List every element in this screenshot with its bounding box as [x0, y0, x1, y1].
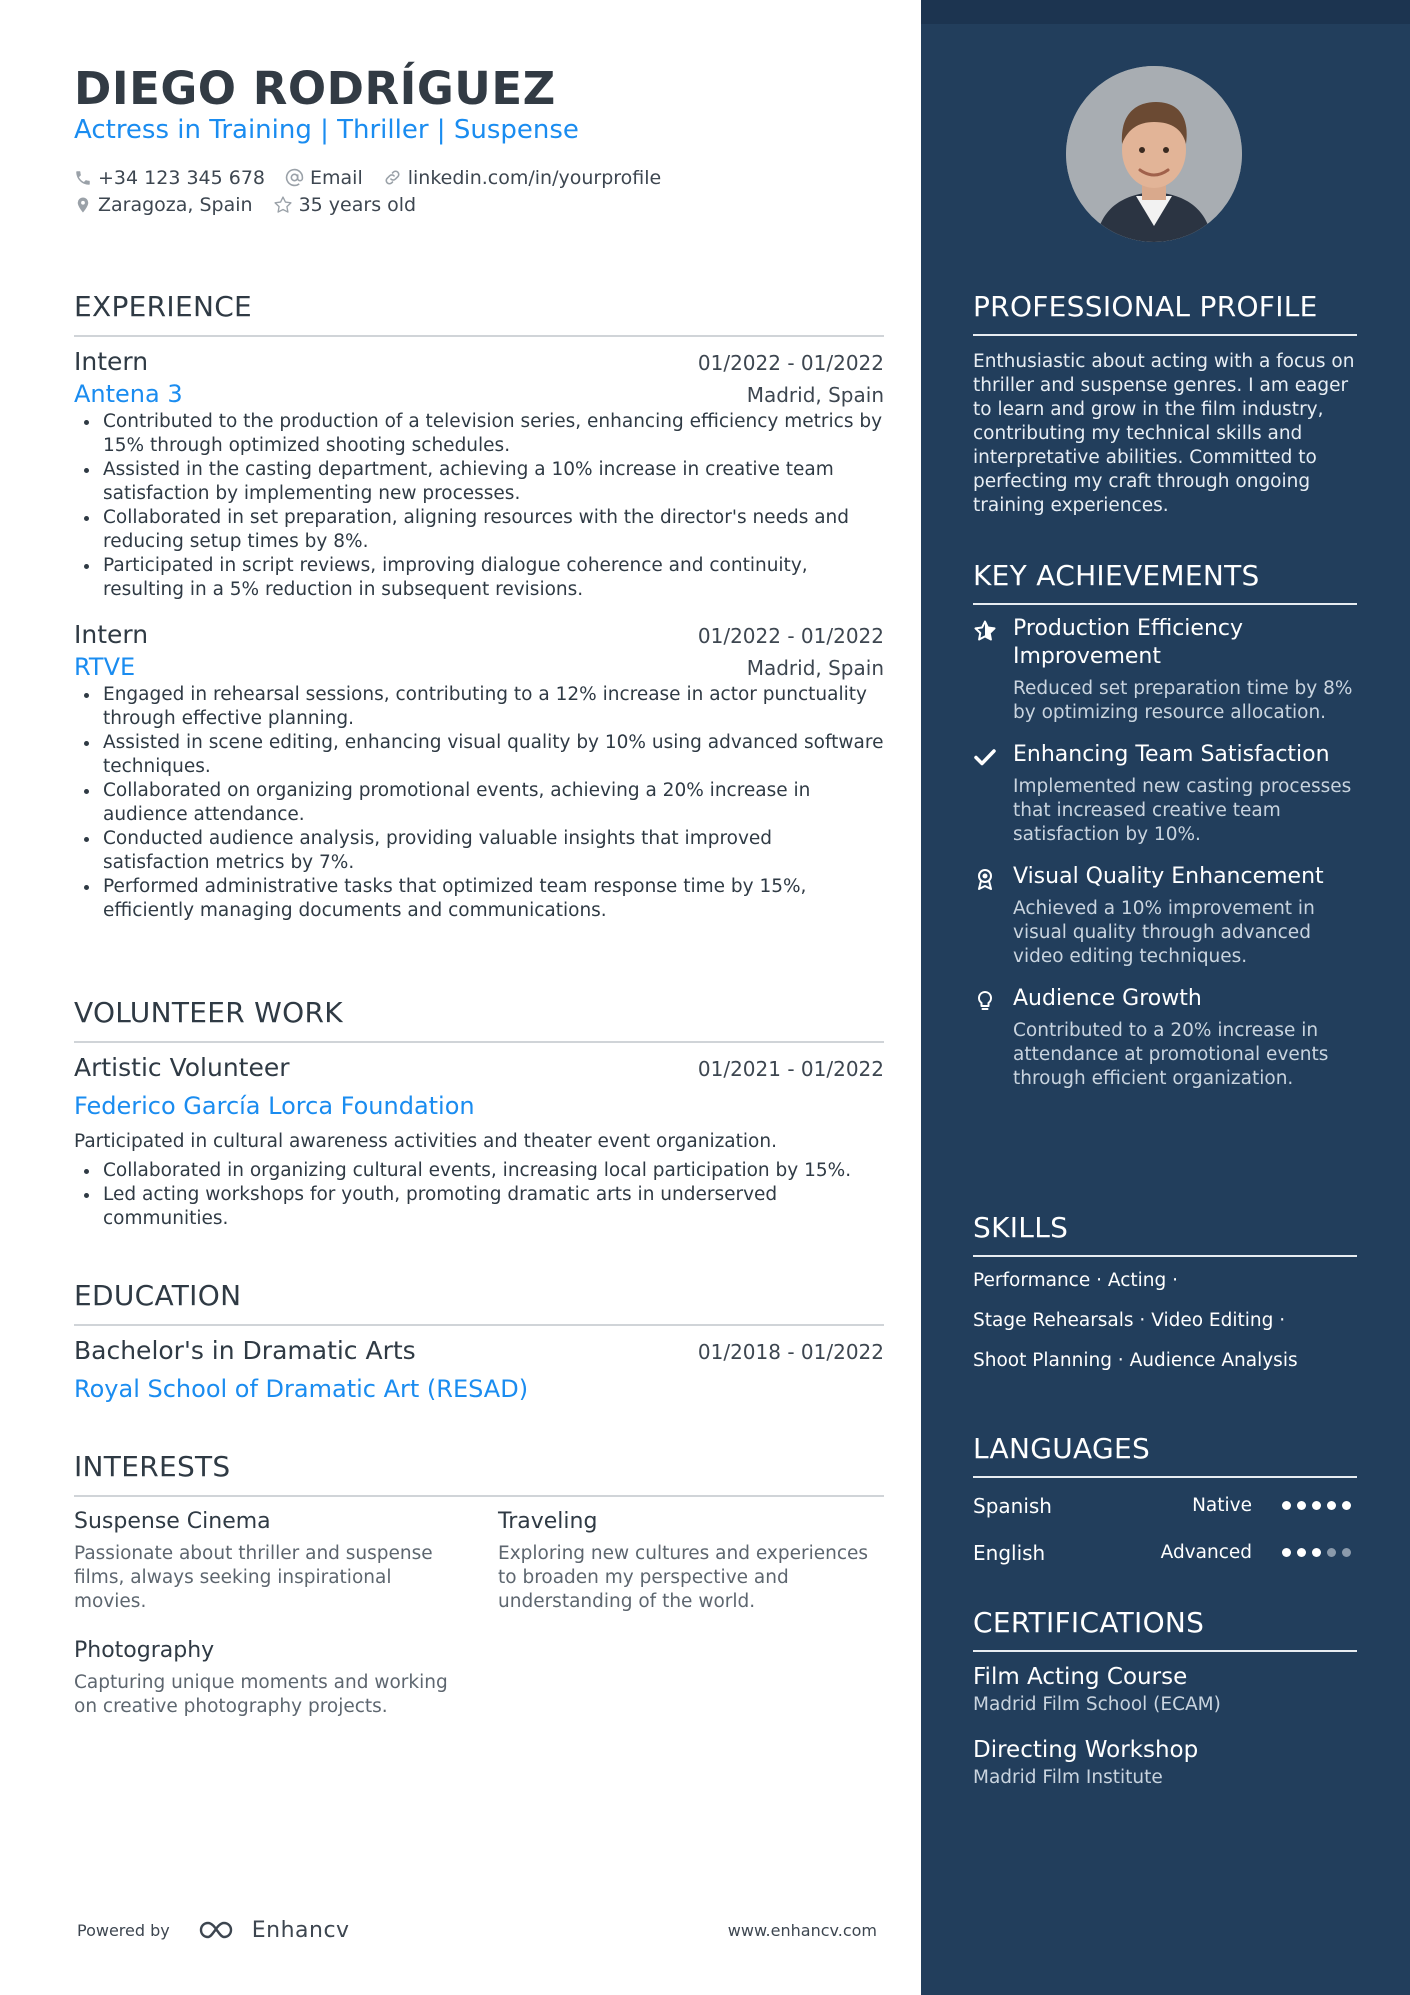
interests-section	[74, 1450, 884, 1717]
certification-item	[973, 1664, 1357, 1715]
job-dates: 01/2022 - 01/2022	[697, 624, 884, 648]
checkmark-icon	[973, 745, 997, 769]
achievements-section	[973, 559, 1357, 1107]
interest-title: Suspense Cinema	[74, 1509, 271, 1534]
list-item: • Assisted in scene editing, enhancing visual quality by 10% using advanced software techniques.	[101, 731, 884, 779]
interest-description: Passionate about thriller and suspense films, always seeking inspirational movies.	[74, 1543, 433, 1612]
rating-dot	[1342, 1548, 1351, 1557]
education-section	[74, 1279, 884, 1403]
achievement-title: Enhancing Team Satisfaction	[1013, 742, 1330, 767]
interest-description: Exploring new cultures and experiences to broaden my perspective and understanding of the world.	[498, 1543, 869, 1612]
candidate-title: Actress in Training | Thriller | Suspense	[74, 115, 579, 145]
achievement-item	[973, 741, 1357, 847]
at-icon	[285, 168, 304, 187]
achievement-title: Production Efficiency Improvement	[1013, 616, 1244, 669]
achievement-title: Audience Growth	[1013, 986, 1202, 1011]
rating-dot	[1282, 1501, 1291, 1510]
achievement-description: Reduced set preparation time by 8% by optimizing resource allocation.	[1013, 678, 1353, 723]
profile-heading: PROFESSIONAL PROFILE	[973, 290, 1357, 336]
list-item: • Assisted in the casting department, achieving a 10% increase in creative team satisfaction by implementing new processes.	[101, 458, 884, 506]
star-icon	[973, 619, 997, 643]
languages-section	[973, 1432, 1357, 1576]
volunteer-section	[74, 996, 884, 1231]
language-rating	[1282, 1501, 1357, 1510]
skills-section	[973, 1211, 1357, 1381]
rating-dot	[1297, 1501, 1306, 1510]
language-item	[973, 1482, 1357, 1529]
certification-item	[973, 1737, 1357, 1788]
location-pin-icon	[74, 195, 92, 215]
achievement-item	[973, 863, 1357, 969]
link-icon	[383, 168, 402, 187]
interest-item	[74, 1638, 459, 1719]
linkedin-contact[interactable]	[383, 167, 661, 189]
lightbulb-icon	[973, 989, 997, 1013]
experience-section	[74, 290, 884, 923]
infinity-logo-icon	[196, 1918, 242, 1942]
job-role: Intern	[74, 347, 149, 376]
languages-heading: LANGUAGES	[973, 1432, 1357, 1478]
candidate-name: DIEGO RODRÍGUEZ	[74, 62, 556, 115]
achievement-item	[973, 615, 1357, 725]
certification-title: Directing Workshop	[973, 1737, 1199, 1763]
job-company: RTVE	[74, 653, 136, 681]
volunteer-description: Participated in cultural awareness activities and theater event organization.	[74, 1131, 777, 1152]
rating-dot	[1312, 1548, 1321, 1557]
job-bullets	[101, 683, 884, 923]
list-item: • Participated in script reviews, improving dialogue coherence and continuity, resulting in a 5% reduction in subsequent revisions.	[101, 554, 884, 602]
rating-dot	[1282, 1548, 1291, 1557]
phone-text: +34 123 345 678	[98, 166, 266, 189]
rating-dot	[1297, 1548, 1306, 1557]
certification-org: Madrid Film Institute	[973, 1767, 1163, 1788]
contact-info	[74, 164, 681, 218]
footer	[77, 1915, 877, 1945]
job-entry	[74, 620, 884, 923]
interest-item	[498, 1509, 883, 1614]
language-level: Advanced	[1160, 1542, 1252, 1563]
interest-title: Traveling	[498, 1509, 598, 1534]
job-entry	[74, 347, 884, 602]
volunteer-organization: Federico García Lorca Foundation	[74, 1092, 475, 1120]
achievement-description: Implemented new casting processes that increased creative team satisfaction by 10%.	[1013, 776, 1352, 845]
email-contact[interactable]	[285, 167, 363, 189]
education-degree: Bachelor's in Dramatic Arts	[74, 1336, 416, 1365]
rating-dot	[1327, 1501, 1336, 1510]
job-role: Intern	[74, 620, 149, 649]
website-link[interactable]: www.enhancv.com	[727, 1920, 877, 1940]
certification-org: Madrid Film School (ECAM)	[973, 1694, 1221, 1715]
education-school: Royal School of Dramatic Art (RESAD)	[74, 1375, 529, 1403]
interests-heading: INTERESTS	[74, 1450, 884, 1497]
phone-contact[interactable]	[74, 167, 265, 189]
list-item: • Engaged in rehearsal sessions, contributing to a 12% increase in actor punctuality through effective planning.	[101, 683, 884, 731]
experience-heading: EXPERIENCE	[74, 290, 884, 337]
volunteer-role: Artistic Volunteer	[74, 1053, 290, 1082]
language-name: Spanish	[973, 1493, 1052, 1518]
language-level: Native	[1192, 1495, 1252, 1516]
sidebar-top-bar	[921, 0, 1410, 24]
list-item: • Contributed to the production of a television series, enhancing efficiency metrics by 15% through optimized shooting schedules.	[101, 410, 884, 458]
certifications-heading: CERTIFICATIONS	[973, 1606, 1357, 1652]
enhancv-logo[interactable]	[196, 1918, 350, 1943]
location-contact	[74, 194, 253, 216]
certification-title: Film Acting Course	[973, 1664, 1188, 1690]
skills-line: Shoot Planning · Audience Analysis	[973, 1350, 1298, 1371]
achievement-description: Contributed to a 20% increase in attendance at promotional events through efficient organization.	[1013, 1020, 1329, 1089]
rating-dot	[1312, 1501, 1321, 1510]
age-text: 35 years old	[298, 193, 417, 216]
age-contact	[273, 194, 417, 216]
linkedin-text: linkedin.com/in/yourprofile	[407, 166, 662, 189]
job-location: Madrid, Spain	[746, 656, 884, 680]
avatar	[1066, 66, 1242, 242]
language-rating	[1282, 1548, 1357, 1557]
achievement-description: Achieved a 10% improvement in visual quality through advanced video editing techniques.	[1013, 898, 1315, 967]
list-item: • Conducted audience analysis, providing valuable insights that improved satisfaction metrics by 7%.	[101, 827, 884, 875]
interest-description: Capturing unique moments and working on creative photography projects.	[74, 1672, 448, 1717]
achievement-item	[973, 985, 1357, 1091]
skills-heading: SKILLS	[973, 1211, 1357, 1257]
education-heading: EDUCATION	[74, 1279, 884, 1326]
skills-line: Stage Rehearsals · Video Editing ·	[973, 1310, 1286, 1331]
job-bullets	[101, 410, 884, 602]
achievement-title: Visual Quality Enhancement	[1013, 864, 1324, 889]
list-item: • Collaborated in organizing cultural events, increasing local participation by 15%.	[101, 1159, 884, 1183]
education-dates: 01/2018 - 01/2022	[697, 1340, 884, 1364]
list-item: • Performed administrative tasks that optimized team response time by 15%, efficiently managing documents and communications.	[101, 875, 884, 923]
sidebar	[921, 0, 1410, 1995]
rating-dot	[1327, 1548, 1336, 1557]
achievements-heading: KEY ACHIEVEMENTS	[973, 559, 1357, 605]
list-item: • Collaborated in set preparation, aligning resources with the director's needs and reducing setup times by 8%.	[101, 506, 884, 554]
rating-dot	[1342, 1501, 1351, 1510]
location-text: Zaragoza, Spain	[98, 193, 253, 216]
email-text: Email	[310, 166, 363, 189]
phone-icon	[74, 169, 92, 187]
powered-by-label: Powered by	[77, 1920, 170, 1940]
list-item: • Led acting workshops for youth, promoting dramatic arts in underserved communities.	[101, 1183, 884, 1231]
certifications-section	[973, 1606, 1357, 1788]
star-outline-icon	[273, 195, 293, 215]
interest-title: Photography	[74, 1638, 215, 1663]
skills-line: Performance · Acting ·	[973, 1270, 1178, 1291]
volunteer-bullets	[101, 1159, 884, 1231]
language-name: English	[973, 1540, 1046, 1565]
language-item	[973, 1529, 1357, 1576]
profile-section	[973, 290, 1357, 518]
list-item: • Collaborated on organizing promotional events, achieving a 20% increase in audience attendance.	[101, 779, 884, 827]
job-location: Madrid, Spain	[746, 383, 884, 407]
interest-item	[74, 1509, 459, 1614]
job-company: Antena 3	[74, 380, 183, 408]
award-icon	[973, 867, 997, 891]
brand-name: Enhancv	[251, 1917, 350, 1943]
volunteer-dates: 01/2021 - 01/2022	[697, 1057, 884, 1081]
volunteer-heading: VOLUNTEER WORK	[74, 996, 884, 1043]
profile-text: Enthusiastic about acting with a focus on thriller and suspense genres. I am eager to learn and grow in the film industry, contributing my technical skills and interpretative abilities. Committed to perfecting my craft through ongoing training experiences.	[973, 351, 1355, 516]
job-dates: 01/2022 - 01/2022	[697, 351, 884, 375]
